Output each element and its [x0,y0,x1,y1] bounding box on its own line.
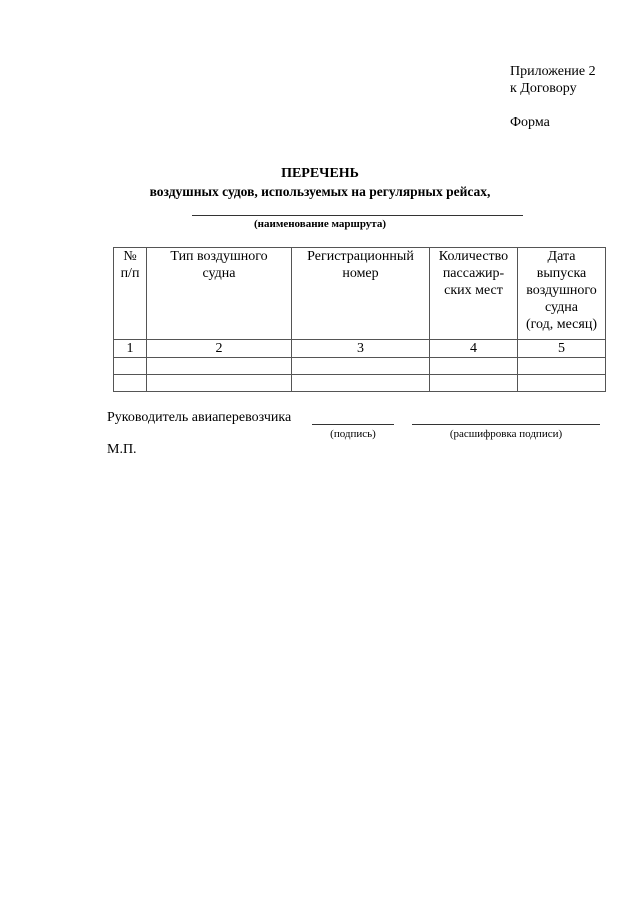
header-cell: Количество пассажир- ских мест [430,248,518,340]
number-cell: 4 [430,340,518,358]
route-caption: (наименование маршрута) [253,218,387,230]
appendix-number: Приложение 2 [510,64,596,79]
document-title: ПЕРЕЧЕНЬ [281,166,359,181]
header-cell: Дата выпуска воздушного судна (год, месяц) [518,248,606,340]
appendix-contract: к Договору [510,81,577,96]
header-cell: Регистрационный номер [292,248,430,340]
column-number-row [114,340,606,358]
decoding-line [412,424,600,425]
table-header-row [114,248,606,340]
signature-line [312,424,394,425]
number-cell: 1 [114,340,147,358]
number-cell: 2 [147,340,292,358]
number-cell: 5 [518,340,606,358]
decoding-caption: (расшифровка подписи) [449,428,563,440]
aircraft-table [113,247,606,392]
stamp-label: М.П. [107,442,137,457]
signer-label: Руководитель авиаперевозчика [107,410,292,425]
header-cell: Тип воздушного судна [147,248,292,340]
table-row [114,375,606,392]
appendix-block [510,63,596,131]
document-subtitle: воздушных судов, используемых на регулярных рейсах, [149,184,491,199]
number-cell: 3 [292,340,430,358]
route-line [192,215,523,216]
table-row [114,358,606,375]
header-cell: № п/п [114,248,147,340]
appendix-form: Форма [510,115,550,130]
signature-caption: (подпись) [330,428,376,440]
